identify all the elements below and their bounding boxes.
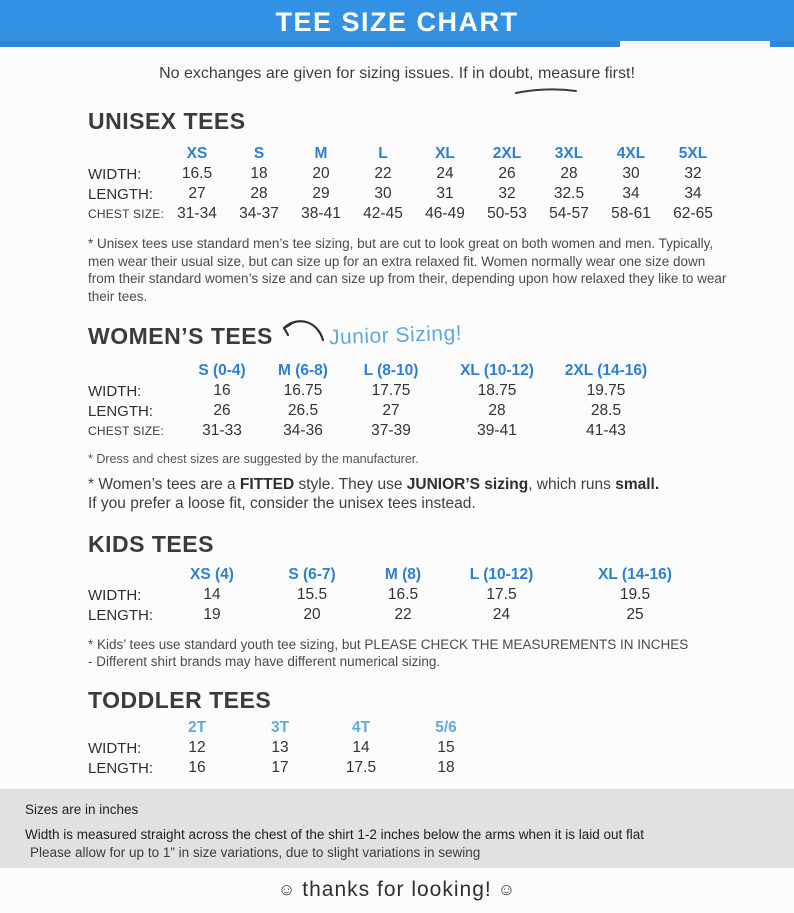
size-column-header: M <box>314 145 328 162</box>
size-value: 62-65 <box>673 205 713 222</box>
size-column-header: M (8) <box>384 566 422 583</box>
size-value: 17.5 <box>486 586 517 603</box>
size-value: 34-37 <box>239 205 279 222</box>
size-value: 32.5 <box>553 185 585 202</box>
size-value: 32 <box>498 185 516 202</box>
row-label: LENGTH: <box>88 606 154 624</box>
size-value: 16 <box>188 759 206 776</box>
kids-note-line1: * Kids’ tees use standard youth tee sizing, but PLEASE CHECK THE MEASUREMENTS IN INCHES <box>88 637 689 652</box>
size-column-header: 2XL (14-16) <box>564 362 648 379</box>
row-label: LENGTH: <box>88 402 154 420</box>
kids-note-line2: - Different shirt brands may have different numerical sizing. <box>88 654 441 669</box>
toddler-size-table <box>88 718 794 778</box>
size-value: 14 <box>352 739 370 756</box>
unisex-heading: UNISEX TEES <box>88 108 246 134</box>
size-column-header: XL <box>435 145 455 162</box>
table-corner <box>88 361 173 381</box>
size-column-header: L (8-10) <box>363 362 419 379</box>
size-value: 42-45 <box>363 205 403 222</box>
note-text-segment: * Women’s tees are a <box>88 476 240 493</box>
size-value: 30 <box>374 185 392 202</box>
junior-sizing-annotation: Junior Sizing! <box>328 321 463 350</box>
size-value: 29 <box>312 185 330 202</box>
size-column-header: L <box>378 145 388 162</box>
size-value: 19 <box>203 606 221 623</box>
size-value: 16.5 <box>387 586 419 603</box>
row-label: CHEST SIZE: <box>88 207 164 221</box>
section-womens <box>88 322 794 513</box>
size-value: 22 <box>394 606 412 623</box>
size-column-header: L (10-12) <box>469 566 534 583</box>
size-value: 12 <box>188 739 206 756</box>
unisex-size-table <box>88 144 794 224</box>
thanks-text: thanks for looking! <box>302 878 492 901</box>
row-label: CHEST SIZE: <box>88 424 164 438</box>
size-value: 38-41 <box>301 205 341 222</box>
fitted-style-note <box>88 475 794 513</box>
size-value: 37-39 <box>371 422 411 439</box>
size-value: 34 <box>684 185 702 202</box>
size-value: 17.5 <box>345 759 377 776</box>
chart-content <box>0 107 794 778</box>
footer-line-inches: Sizes are in inches <box>25 802 139 817</box>
size-value: 17.75 <box>371 382 411 399</box>
fitted-style-note-line1 <box>88 475 794 494</box>
size-column-header: M (6-8) <box>278 362 328 379</box>
note-bold-segment: JUNIOR’S sizing <box>406 476 529 493</box>
page-title: TEE SIZE CHART <box>275 7 519 37</box>
footer-line-variations: Please allow for up to 1” in size variations, due to slight variations in sewing <box>30 845 481 860</box>
size-value: 22 <box>374 165 392 182</box>
row-label: WIDTH: <box>88 739 142 757</box>
size-column-header: 2XL <box>492 145 522 162</box>
size-value: 19.5 <box>619 586 651 603</box>
row-label: WIDTH: <box>88 586 142 604</box>
size-value: 19.75 <box>586 382 626 399</box>
kids-heading: KIDS TEES <box>88 531 214 557</box>
footer-info-panel <box>0 789 794 868</box>
note-bold-segment: small. <box>615 476 660 493</box>
size-value: 28 <box>250 185 268 202</box>
size-column-header: 5XL <box>678 145 708 162</box>
size-value: 27 <box>382 402 400 419</box>
size-value: 17 <box>271 759 289 776</box>
header-white-notch <box>620 41 770 47</box>
size-value: 28 <box>488 402 506 419</box>
size-value: 24 <box>436 165 454 182</box>
size-value: 30 <box>622 165 640 182</box>
size-value: 16.5 <box>181 165 213 182</box>
size-column-header: 3XL <box>554 145 584 162</box>
size-value: 26 <box>213 402 231 419</box>
size-value: 58-61 <box>611 205 651 222</box>
manufacturer-note: * Dress and chest sizes are suggested by the manufacturer. <box>88 452 419 466</box>
size-column-header: XL (10-12) <box>460 362 534 379</box>
table-corner <box>88 718 173 738</box>
smiley-icon: ☺ <box>277 880 297 899</box>
table-corner <box>88 144 166 164</box>
size-value: 16 <box>213 382 231 399</box>
size-value: 34 <box>622 185 640 202</box>
size-value: 24 <box>492 606 511 623</box>
no-exchanges-tagline: No exchanges are given for sizing issues. If in doubt, measure first! <box>159 65 635 82</box>
size-column-header: XS <box>186 145 208 162</box>
size-value: 50-53 <box>487 205 527 222</box>
fitted-style-note-line2: If you prefer a loose fit, consider the unisex tees instead. <box>88 495 476 512</box>
size-column-header: S (6-7) <box>288 566 336 583</box>
size-value: 18 <box>437 759 455 776</box>
size-value: 26 <box>498 165 516 182</box>
measure-underline-swoosh-icon <box>514 86 578 96</box>
size-value: 34-36 <box>283 422 323 439</box>
size-column-header: 4T <box>351 719 371 736</box>
toddler-heading: TODDLER TEES <box>88 687 272 713</box>
womens-heading-row <box>88 322 794 350</box>
size-value: 41-43 <box>586 422 626 439</box>
page-header <box>0 0 794 47</box>
junior-sizing-arrow-icon <box>277 314 327 346</box>
size-value: 18 <box>250 165 268 182</box>
size-value: 14 <box>203 586 221 603</box>
section-kids <box>88 530 794 670</box>
note-text-segment: , which runs <box>528 476 616 493</box>
size-value: 20 <box>312 165 330 182</box>
row-label: LENGTH: <box>88 759 154 777</box>
size-column-header: S <box>253 145 265 162</box>
size-value: 15.5 <box>296 586 328 603</box>
size-value: 13 <box>271 739 289 756</box>
womens-size-table <box>88 361 794 441</box>
size-value: 46-49 <box>425 205 465 222</box>
size-column-header: S (0-4) <box>198 362 246 379</box>
size-value: 15 <box>437 739 455 756</box>
size-column-header: 2T <box>187 719 207 736</box>
section-unisex <box>88 107 794 305</box>
thanks-message <box>0 878 794 902</box>
kids-note <box>88 636 794 670</box>
row-label: WIDTH: <box>88 382 142 400</box>
size-value: 54-57 <box>549 205 589 222</box>
size-value: 31-33 <box>202 422 242 439</box>
size-column-header: 3T <box>270 719 290 736</box>
size-value: 32 <box>684 165 702 182</box>
size-value: 28.5 <box>590 402 622 419</box>
size-column-header: XS (4) <box>190 566 234 583</box>
row-label: LENGTH: <box>88 185 154 203</box>
size-column-header: 5/6 <box>435 719 457 736</box>
note-text-segment: style. They use <box>294 476 407 493</box>
womens-heading: WOMEN’S TEES <box>88 323 273 349</box>
size-value: 31-34 <box>177 205 217 222</box>
size-value: 16.75 <box>283 382 323 399</box>
unisex-note: * Unisex tees use standard men’s tee sizing, but are cut to look great on both women and men. Typically, men wear their usual size, but can size up for an extra relaxed fit. Women normally wear one size down from their standard women’s size and can size up from their, depending upon how relaxed they like to wear their tees. <box>88 236 727 304</box>
section-toddler <box>88 686 794 778</box>
note-bold-segment: FITTED <box>239 476 295 493</box>
smiley-icon: ☺ <box>497 880 517 899</box>
size-column-header: 4XL <box>616 145 646 162</box>
size-value: 18.75 <box>477 382 517 399</box>
size-value: 39-41 <box>477 422 517 439</box>
size-value: 27 <box>188 185 206 202</box>
row-label: WIDTH: <box>88 165 142 183</box>
size-value: 26.5 <box>287 402 319 419</box>
size-column-header: XL (14-16) <box>598 566 672 583</box>
size-value: 25 <box>626 606 644 623</box>
table-corner <box>88 565 173 585</box>
size-value: 28 <box>560 165 578 182</box>
size-value: 20 <box>303 606 321 623</box>
size-value: 31 <box>436 185 454 202</box>
footer-line-width-measure: Width is measured straight across the chest of the shirt 1-2 inches below the arms when it is laid out flat <box>25 827 645 842</box>
kids-size-table <box>88 565 794 625</box>
